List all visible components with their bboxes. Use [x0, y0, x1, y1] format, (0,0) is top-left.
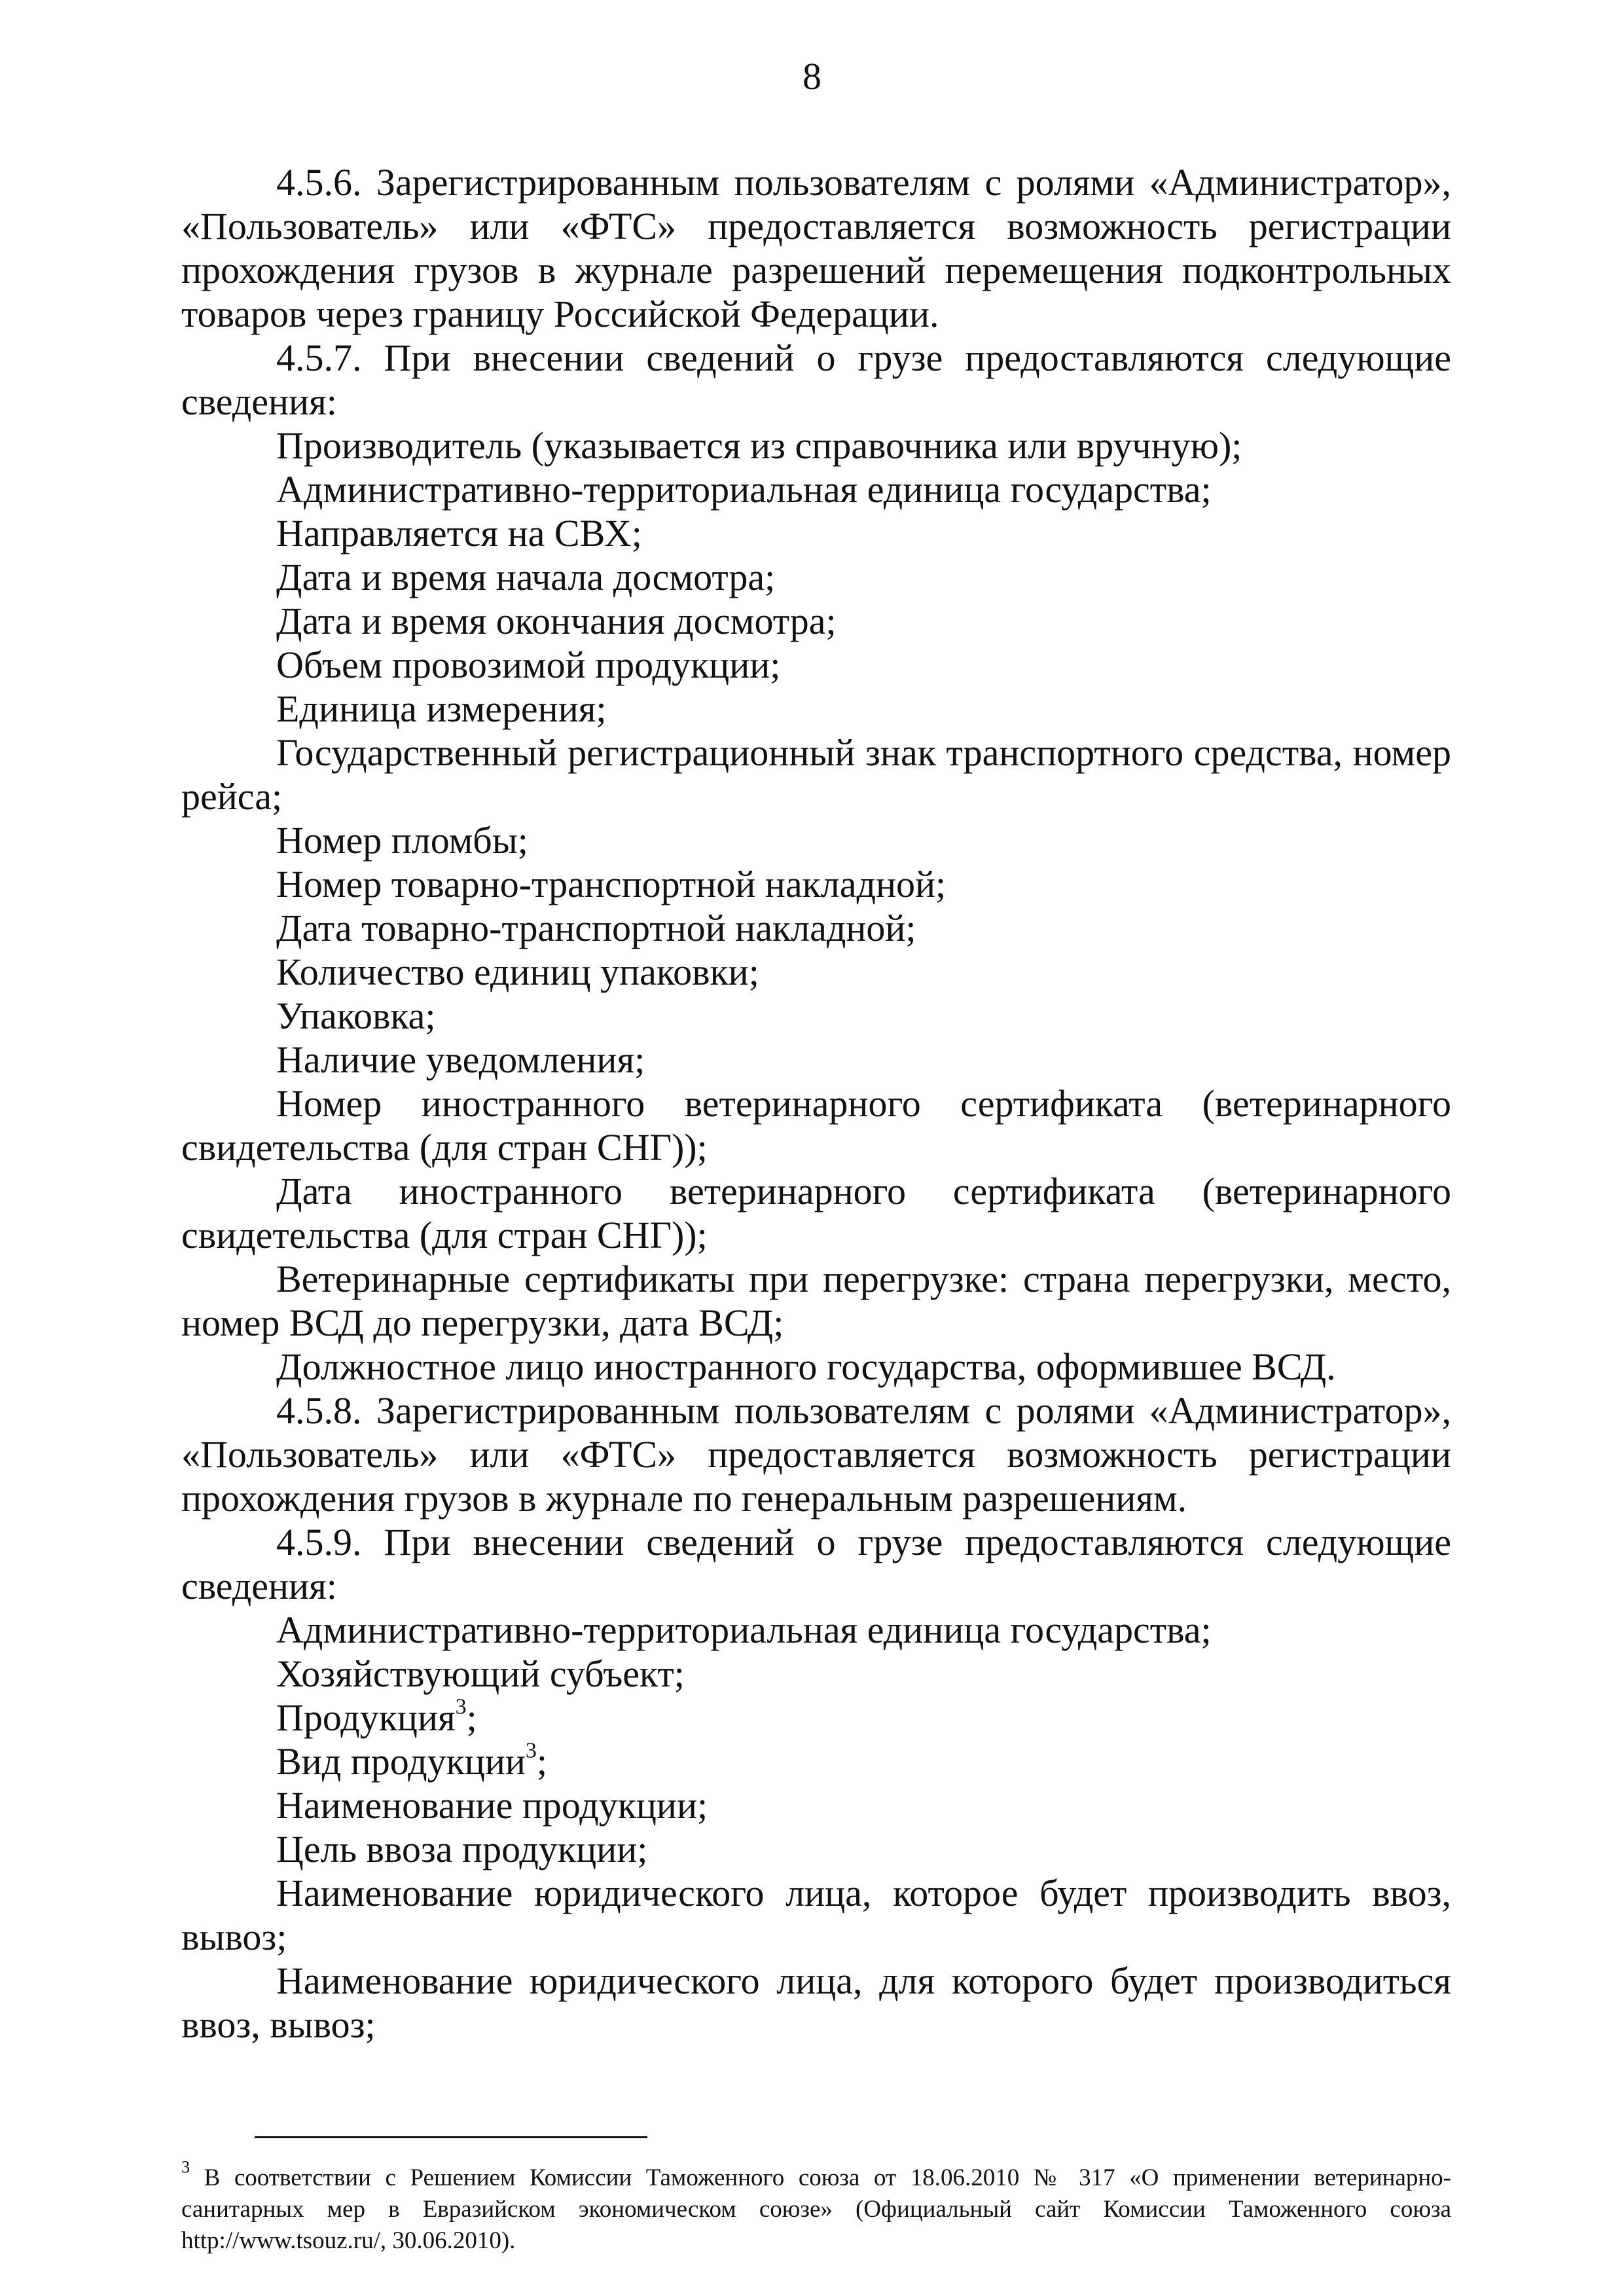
- list-item: Наименование продукции;: [276, 1784, 708, 1827]
- list-item: Ветеринарные сертификаты при перегрузке: страна перегрузки, место, номер ВСД до перегрузки, дата ВСД;: [181, 1258, 1451, 1344]
- list-item: Номер пломбы;: [276, 819, 528, 862]
- footnote-reference: 3: [525, 1738, 537, 1763]
- list-item-text: Вид продукции: [276, 1740, 526, 1783]
- list-item: Дата и время окончания досмотра;: [276, 600, 837, 642]
- footnote: [181, 2157, 1452, 2257]
- list-item: Упаковка;: [276, 994, 436, 1037]
- list-item: Административно-территориальная единица государства;: [276, 1609, 1212, 1651]
- page-number: 8: [803, 55, 821, 98]
- paragraph-4-5-7: 4.5.7. При внесении сведений о грузе предоставляются следующие сведения:: [181, 337, 1451, 423]
- list-item-with-footnote: [181, 1740, 1451, 1783]
- list-item: Дата и время начала досмотра;: [276, 556, 776, 598]
- footnote-divider: [255, 2136, 647, 2138]
- list-item: Цель ввоза продукции;: [276, 1828, 648, 1870]
- list-item: Номер иностранного ветеринарного сертификата (ветеринарного свидетельства (для стран СНГ));: [181, 1082, 1451, 1169]
- paragraph-4-5-8: 4.5.8. Зарегистрированным пользователям с ролями «Администратор», «Пользователь» или «ФТС» предоставляется возможность регистрации прохождения грузов в журнале по генеральным разрешениям.: [181, 1389, 1451, 1520]
- list-item: Наличие уведомления;: [276, 1038, 645, 1081]
- list-item: Государственный регистрационный знак транспортного средства, номер рейса;: [181, 731, 1451, 818]
- list-item-text: Продукция: [276, 1696, 456, 1739]
- list-item: Дата товарно-транспортной накладной;: [276, 907, 916, 949]
- footnote-text: В соответствии с Решением Комиссии Таможенного союза от 18.06.2010 № 317 «О применении ветеринарно-санитарных мер в Евразийском экономическом союзе» (Официальный сайт Комиссии Таможенного союза http://www.tsouz.ru/, 30.06.2010).: [181, 2164, 1452, 2254]
- list-item: Наименование юридического лица, которое будет производить ввоз, вывоз;: [181, 1872, 1451, 1958]
- list-item: Дата иностранного ветеринарного сертификата (ветеринарного свидетельства (для стран СНГ));: [181, 1170, 1451, 1256]
- paragraph-4-5-9: 4.5.9. При внесении сведений о грузе предоставляются следующие сведения:: [181, 1521, 1451, 1607]
- footnote-marker: 3: [181, 2157, 190, 2177]
- list-item-with-footnote: [181, 1696, 1451, 1740]
- list-item: Единица измерения;: [276, 687, 607, 730]
- paragraph-4-5-6: 4.5.6. Зарегистрированным пользователям с ролями «Администратор», «Пользователь» или «ФТС» предоставляется возможность регистрации прохождения грузов в журнале разрешений перемещения подконтрольных товаров через границу Российской Федерации.: [181, 161, 1451, 335]
- list-item-tail: ;: [466, 1696, 477, 1739]
- footnote-reference: 3: [455, 1694, 467, 1719]
- list-item: Наименование юридического лица, для которого будет производиться ввоз, вывоз;: [181, 1959, 1451, 2046]
- list-item: Должностное лицо иностранного государства, оформившее ВСД.: [276, 1345, 1336, 1388]
- document-body: [181, 160, 1451, 2047]
- list-item: Производитель (указывается из справочника или вручную);: [276, 424, 1242, 467]
- list-item: Административно-территориальная единица государства;: [276, 468, 1212, 511]
- list-item: Количество единиц упаковки;: [276, 951, 759, 993]
- list-item-tail: ;: [536, 1740, 548, 1783]
- list-item: Направляется на СВХ;: [276, 512, 642, 555]
- list-item: Номер товарно-транспортной накладной;: [276, 863, 947, 905]
- list-item: Объем провозимой продукции;: [276, 644, 781, 686]
- list-item: Хозяйствующий субъект;: [276, 1652, 685, 1695]
